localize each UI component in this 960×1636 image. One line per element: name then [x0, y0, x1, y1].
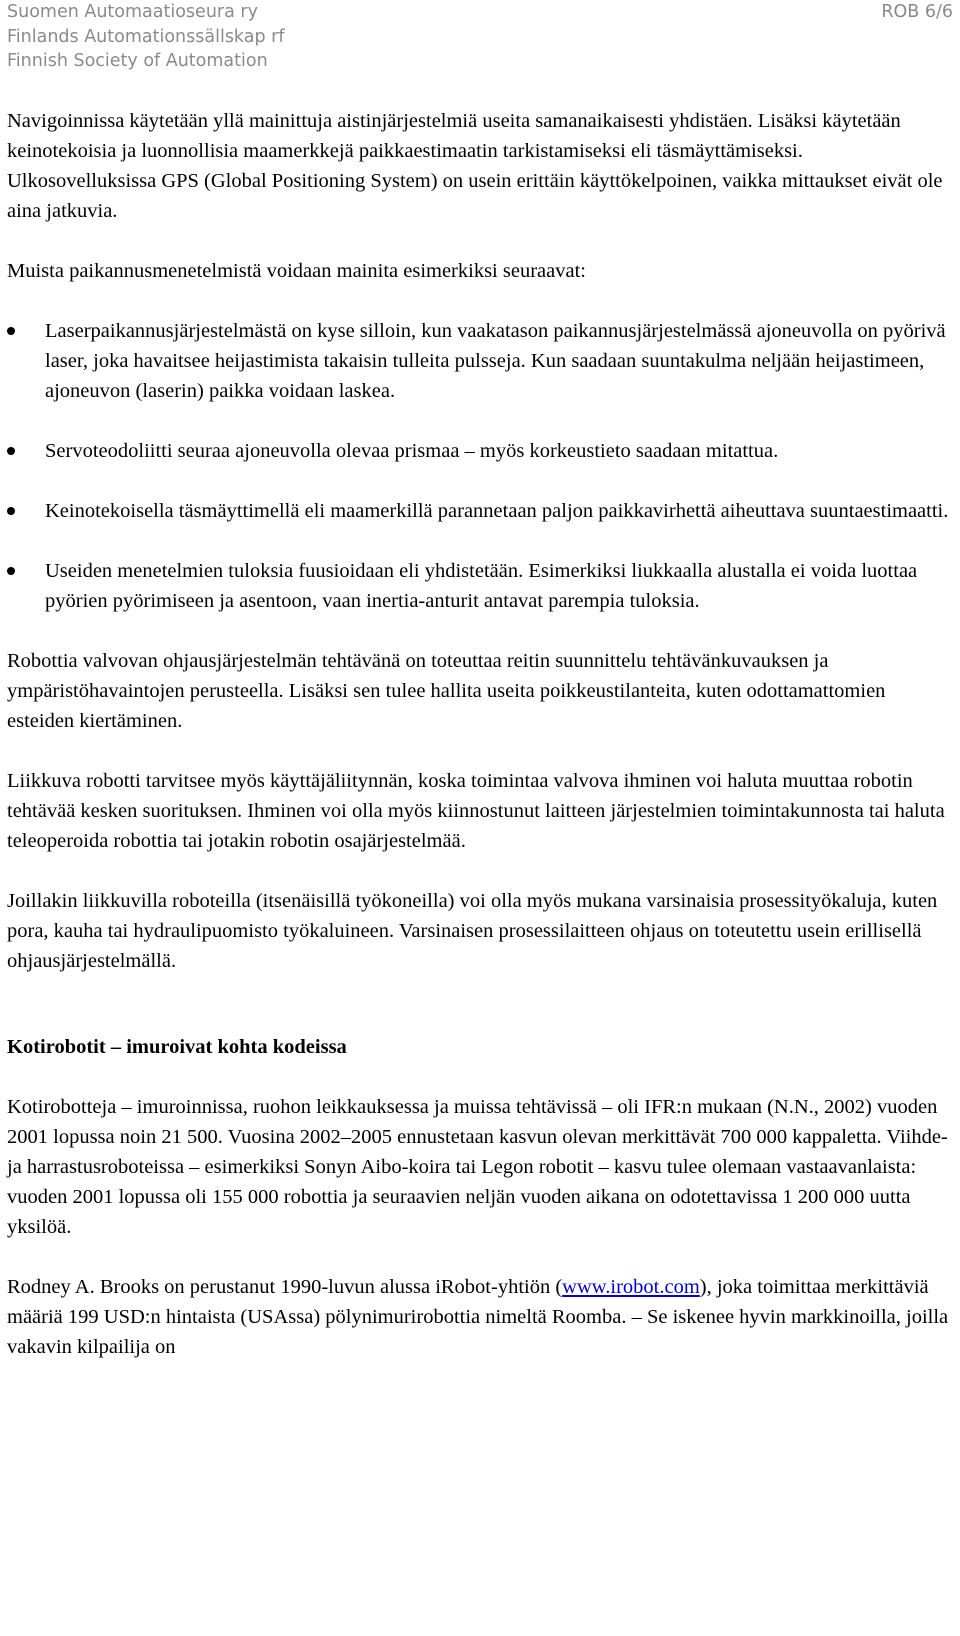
bullet-icon: [7, 507, 15, 515]
org-name-en: Finnish Society of Automation: [7, 51, 268, 71]
paragraph-control-system: Robottia valvovan ohjausjärjestelmän tehtävänä on toteuttaa reitin suunnittelu tehtävänkuvauksen ja ympäristöhavaintojen perusteella. Lisäksi sen tulee hallita useita poikkeustilanteita, kuten odottamattomien esteiden kiertäminen.: [7, 650, 886, 732]
bullet-icon: [7, 567, 15, 575]
irobot-link[interactable]: www.irobot.com: [562, 1276, 700, 1298]
list-item: [7, 316, 953, 406]
page-header: [7, 0, 953, 74]
list-item-text: Useiden menetelmien tuloksia fuusioidaan eli yhdistetään. Esimerkiksi liukkaalla alustalla ei voida luottaa pyörien pyörimiseen ja asentoon, vaan inertia-anturit antavat parempia tuloksia.: [45, 560, 918, 612]
paragraph-navigation: Navigoinnissa käytetään yllä mainittuja aistinjärjestelmiä useita samanaikaisesti yhdistäen. Lisäksi käytetään keinotekoisia ja luonnollisia maamerkkejä paikkaestimaatin tarkistamiseksi eli täsmäyttämiseksi. Ulkosovelluksissa GPS (Global Positioning System) on usein erittäin käyttökelpoinen, vaikka mittaukset eivät ole aina jatkuvia.: [7, 110, 943, 222]
paragraph-user-interface: Liikkuva robotti tarvitsee myös käyttäjäliitynnän, koska toimintaa valvova ihminen voi haluta muuttaa robotin tehtävää kesken suorituksen. Ihminen voi olla myös kiinnostunut laitteen järjestelmien toimintakunnosta tai haluta teleoperoida robottia tai jotakin robotin osajärjestelmää.: [7, 770, 945, 852]
irobot-text-before: Rodney A. Brooks on perustanut 1990-luvun alussa iRobot-yhtiön (: [7, 1276, 563, 1298]
paragraph-process-tools: Joillakin liikkuvilla roboteilla (itsenäisillä työkoneilla) voi olla myös mukana varsinaisia prosessityökaluja, kuten pora, kauha tai hydraulipuomisto työkaluineen. Varsinaisen prosessilaitteen ohjaus on toteutettu usein erillisellä ohjausjärjestelmällä.: [7, 890, 938, 972]
list-item: [7, 496, 953, 526]
org-name-fi: Suomen Automaatioseura ry: [7, 2, 258, 22]
bullet-icon: [7, 447, 15, 455]
paragraph-positioning-intro: Muista paikannusmenetelmistä voidaan mainita esimerkiksi seuraavat:: [7, 260, 586, 282]
section-heading: Kotirobotit – imuroivat kohta kodeissa: [7, 1036, 347, 1058]
list-item: [7, 436, 953, 466]
paragraph-irobot: [7, 1272, 953, 1362]
paragraph-home-robots: Kotirobotteja – imuroinnissa, ruohon leikkauksessa ja muissa tehtävissä – oli IFR:n mukaan (N.N., 2002) vuoden 2001 lopussa noin 21 500. Vuosina 2002–2005 ennustetaan kasvun olevan merkittävät 700 000 kappaletta. Viihde- ja harrastusroboteissa – esimerkiksi Sonyn Aibo-koira tai Legon robotit – kasvu tulee olemaan vastaavanlaista: vuoden 2001 lopussa oli 155 000 robottia ja seuraavien neljän vuoden aikana on odotettavissa 1 200 000 uutta yksilöä.: [7, 1096, 948, 1238]
list-item-text: Servoteodoliitti seuraa ajoneuvolla olevaa prismaa – myös korkeustieto saadaan mitattua.: [45, 440, 779, 462]
organization-name: [7, 0, 953, 74]
page-number: ROB 6/6: [881, 2, 953, 22]
bullet-icon: [7, 327, 15, 335]
irobot-text-after: ), joka toimittaa merkittäviä määriä 199 USD:n hintaista (USAssa) pölynimurirobottia nimeltä Roomba. – Se iskenee hyvin markkinoilla, joilla vakavin kilpailija on: [7, 1276, 949, 1358]
list-item-text: Laserpaikannusjärjestelmästä on kyse silloin, kun vaakatason paikannusjärjestelmässä ajoneuvolla on pyörivä laser, joka havaitsee heijastimista takaisin tulleita pulsseja. Kun saadaan suuntakulma neljään heijastimeen, ajoneuvon (laserin) paikka voidaan laskea.: [45, 320, 946, 402]
list-item: [7, 556, 953, 616]
list-item-text: Keinotekoisella täsmäyttimellä eli maamerkillä parannetaan paljon paikkavirhettä aiheuttava suuntaestimaatti.: [45, 500, 949, 522]
document-body: [7, 106, 953, 1392]
org-name-sv: Finlands Automationssällskap rf: [7, 26, 285, 47]
positioning-methods-list: [7, 316, 953, 616]
